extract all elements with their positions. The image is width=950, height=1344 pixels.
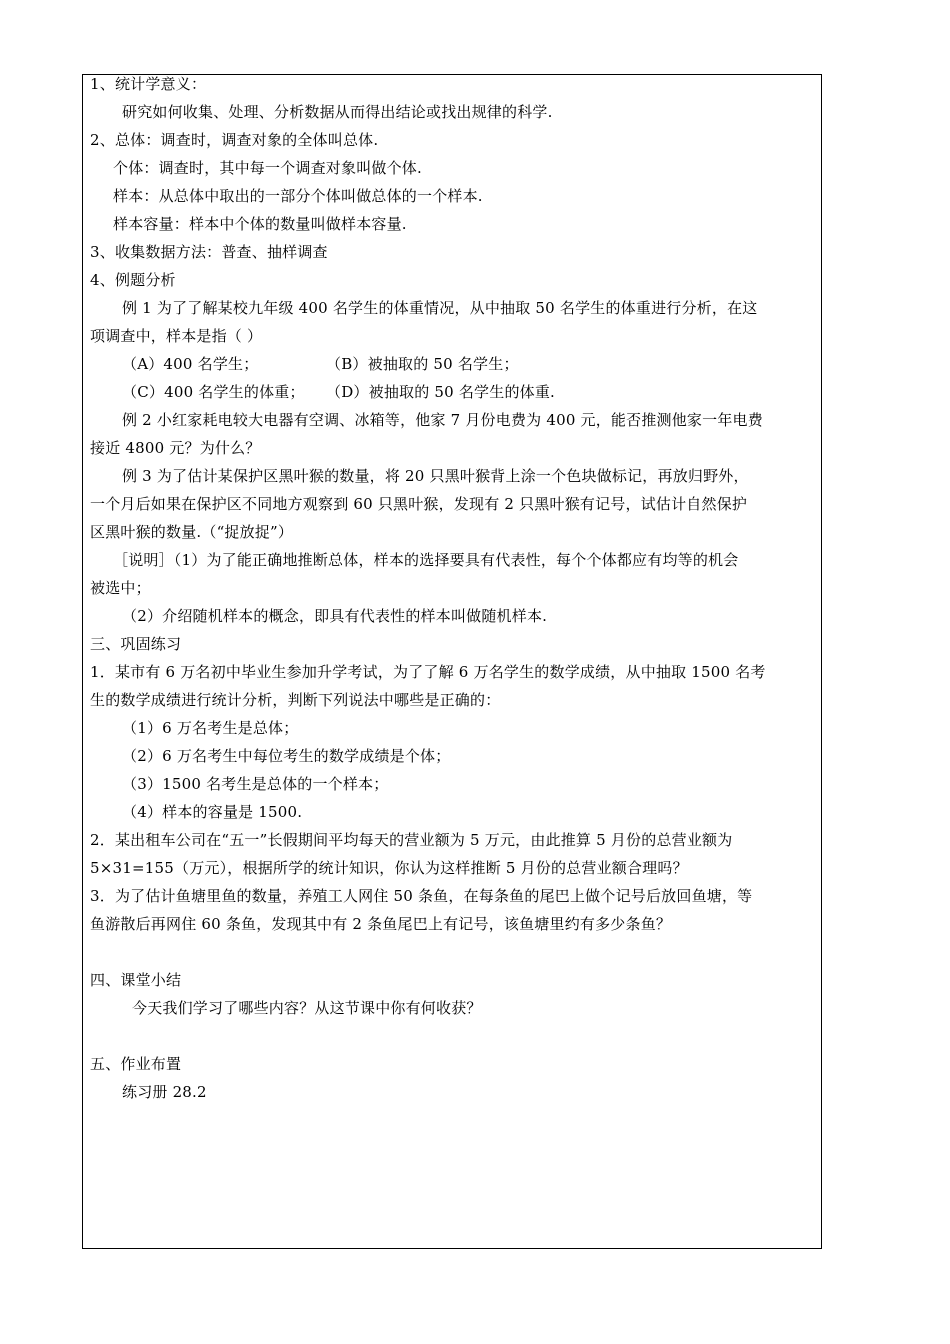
example-2-line-1: 例 2 小红家耗电较大电器有空调、冰箱等，他家 7 月份电费为 400 元，能否推测他家一年电费 bbox=[122, 411, 763, 429]
exercise-3-line-1: 3．为了估计鱼塘里鱼的数量，养殖工人网住 50 条鱼，在每条鱼的尾巴上做个记号后放回鱼塘，等 bbox=[90, 887, 753, 905]
example-3-line-2: 一个月后如果在保护区不同地方观察到 60 只黑叶猴，发现有 2 只黑叶猴有记号，试估计自然保护 bbox=[90, 495, 748, 513]
heading-homework: 五、作业布置 bbox=[90, 1055, 182, 1073]
note-1-line-2: 被选中； bbox=[90, 579, 151, 597]
example-2-line-2: 接近 4800 元？为什么？ bbox=[90, 439, 261, 457]
exercise-1-statement-1: （1）6 万名考生是总体； bbox=[122, 719, 299, 737]
example-3-line-3: 区黑叶猴的数量.（“捉放捉”） bbox=[90, 523, 294, 541]
example-1-line-2: 项调查中，样本是指（ ） bbox=[90, 327, 263, 345]
paragraph-individual: 个体：调查时，其中每一个调查对象叫做个体. bbox=[113, 159, 422, 177]
note-2: （2）介绍随机样本的概念，即具有代表性的样本叫做随机样本. bbox=[122, 607, 548, 625]
example-1-option-b: （B）被抽取的 50 名学生； bbox=[326, 355, 519, 373]
example-1-option-a: （A）400 名学生； bbox=[122, 355, 259, 373]
paragraph-sample: 样本：从总体中取出的一部分个体叫做总体的一个样本. bbox=[113, 187, 483, 205]
exercise-1-statement-4: （4）样本的容量是 1500. bbox=[122, 803, 303, 821]
exercise-1-line-2: 生的数学成绩进行统计分析，判断下列说法中哪些是正确的： bbox=[90, 691, 501, 709]
paragraph-statistics-definition: 研究如何收集、处理、分析数据从而得出结论或找出规律的科学. bbox=[122, 103, 553, 121]
homework-assignment: 练习册 28.2 bbox=[122, 1083, 207, 1101]
exercise-1-statement-2: （2）6 万名考生中每位考生的数学成绩是个体； bbox=[122, 747, 451, 765]
exercise-2-line-2: 5×31=155（万元），根据所学的统计知识，你认为这样推断 5 月份的总营业额合理吗？ bbox=[90, 859, 688, 877]
example-1-option-d: （D）被抽取的 50 名学生的体重. bbox=[326, 383, 556, 401]
exercise-2-line-1: 2．某出租车公司在“五一”长假期间平均每天的营业额为 5 万元，由此推算 5 月份的总营业额为 bbox=[90, 831, 733, 849]
example-1-option-c: （C）400 名学生的体重； bbox=[122, 383, 305, 401]
paragraph-population: 2、总体：调查时，调查对象的全体叫总体. bbox=[90, 131, 379, 149]
paragraph-sample-size: 样本容量：样本中个体的数量叫做样本容量. bbox=[113, 215, 407, 233]
heading-statistics-meaning: 1、统计学意义： bbox=[90, 75, 207, 93]
note-1-line-1: ［说明］（1）为了能正确地推断总体，样本的选择要具有代表性，每个个体都应有均等的机会 bbox=[113, 551, 739, 569]
summary-question: 今天我们学习了哪些内容？从这节课中你有何收获？ bbox=[132, 999, 482, 1017]
heading-consolidation-exercises: 三、巩固练习 bbox=[90, 635, 182, 653]
exercise-1-statement-3: （3）1500 名考生是总体的一个样本； bbox=[122, 775, 389, 793]
example-3-line-1: 例 3 为了估计某保护区黑叶猴的数量，将 20 只黑叶猴背上涂一个色块做标记，再放归野外， bbox=[122, 467, 749, 485]
exercise-3-line-2: 鱼游散后再网住 60 条鱼，发现其中有 2 条鱼尾巴上有记号，该鱼塘里约有多少条鱼？ bbox=[90, 915, 672, 933]
heading-class-summary: 四、课堂小结 bbox=[90, 971, 182, 989]
heading-example-analysis: 4、例题分析 bbox=[90, 271, 176, 289]
exercise-1-line-1: 1．某市有 6 万名初中毕业生参加升学考试，为了了解 6 万名学生的数学成绩，从中抽取 1500 名考 bbox=[90, 663, 766, 681]
example-1-line-1: 例 1 为了了解某校九年级 400 名学生的体重情况，从中抽取 50 名学生的体重进行分析，在这 bbox=[122, 299, 758, 317]
paragraph-collection-methods: 3、收集数据方法：普查、抽样调查 bbox=[90, 243, 328, 261]
